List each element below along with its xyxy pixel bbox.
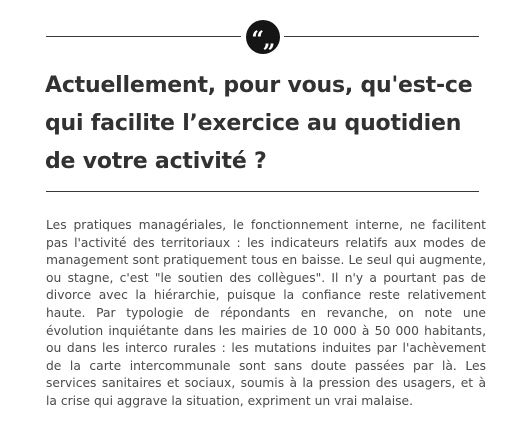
headline-line: qui facilite l’exercice au quotidien xyxy=(45,111,462,136)
body-line: divorce avec la hiérarchie, puisque la confiance reste relativement xyxy=(46,288,486,303)
headline xyxy=(45,67,500,181)
body-line: management sont pratiquement tous en baisse. Le seul qui augmente, xyxy=(46,253,486,268)
body-paragraph xyxy=(46,217,486,411)
body-line: pas l'activité des territoriaux : les indicateurs relatifs aux modes de xyxy=(46,235,486,250)
body-line: évolution inquiétante dans les mairies de 10 000 à 50 000 habitants, xyxy=(46,323,486,338)
quote-divider xyxy=(46,20,479,54)
body-line: ou dans les interco rurales : les mutations induites par l'achèvement xyxy=(46,341,486,356)
quote-icon: “„ xyxy=(246,20,280,54)
body-line: ou stagne, c'est "le soutien des collègues". Il n'y a pourtant pas de xyxy=(46,270,486,285)
divider-line-left xyxy=(46,36,241,37)
headline-rule xyxy=(46,191,479,192)
body-line: la crise qui aggrave la situation, expriment un vrai malaise. xyxy=(46,393,414,408)
divider-line-right xyxy=(284,36,479,37)
body-line: de la carte intercommunale sont sans doute passées par là. Les xyxy=(46,358,486,373)
body-line: Les pratiques managériales, le fonctionnement interne, ne facilitent xyxy=(46,218,486,232)
body-line: services sanitaires et sociaux, soumis à la pression des usagers, et à xyxy=(46,376,486,391)
body-line: haute. Par typologie de répondants en revanche, on note une xyxy=(46,305,486,320)
headline-line: de votre activité ? xyxy=(45,149,267,174)
headline-line: Actuellement, pour vous, qu'est-ce xyxy=(45,73,473,98)
